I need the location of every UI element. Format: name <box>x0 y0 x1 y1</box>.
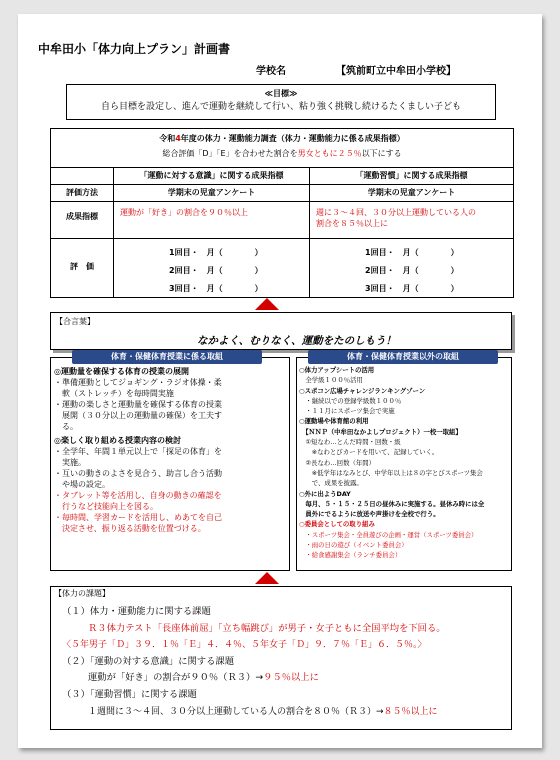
left-panel-title: 体育・保健体育授業に係る取組 <box>72 350 262 364</box>
left-panel-body: ◎運動量を確保する体育の授業の展開 ・準備運動としてジョギング・ラジオ体操・柔 軟（ストレッチ）を毎時間実施 ・運動の楽しさと運動量を確保する体育の授業 展開（３０分以上の運動量の確保）を工夫す る。 ◎楽しく取り組める授業内容の検討 ・全学年、年間１単元以上で「探足の体育」を 実施。 ・互いの動きのよさを見合う、助言し合う活動 や場の設定。 ・タブレット等を活用し、自身の動きの確認を 行うなど技能向上を図る。 ・毎時間、学習カードを活用し、めあてを自己 決定させ、振り返る活動を位置づける。 <box>54 367 222 533</box>
eval-col-1: 1回目・ 月（ ） 2回目・ 月（ ） 3回目・ 月（ ） <box>113 238 310 298</box>
right-panel-line: ・１１月にスポーツ集会で実施 <box>299 407 395 416</box>
right-panel-line: ②長なわ…回数（年間） <box>299 458 376 467</box>
issues-label: 【体力の課題】 <box>54 589 110 598</box>
right-panel-line: 全学級１００％活用 <box>299 376 363 385</box>
col1-header: 「運動に対する意識」に関する成果指標 <box>113 167 310 185</box>
method-1: 学期末の児童アンケート <box>113 184 310 202</box>
target-2: 週に３～４回、３０分以上運動している人の 割合を８５％以上に <box>309 201 514 239</box>
school-label: 学校名 <box>256 66 286 77</box>
right-panel-line: ※低学年はなみとび、中学年以上は８の字とびスポーツ集会 <box>299 468 483 477</box>
motto-text: なかよく、むりなく、運動をたのしもう！ <box>197 335 397 347</box>
target-label: 成果指標 <box>50 201 114 239</box>
document-title: 中牟田小「体力向上プラン」計画書 <box>38 42 231 56</box>
grid-corner <box>50 167 114 185</box>
right-panel-line: ○外に出ようDAY <box>299 489 351 498</box>
plan-document <box>18 14 542 748</box>
survey-target-line: 総合評価「D」「E」を合わせた割合を男女ともに２５％以下にする <box>162 149 402 158</box>
right-panel-line: で、成果を披露。 <box>299 479 363 488</box>
right-panel-line: ・雨の日の遊び（イベント委員会） <box>299 541 408 550</box>
right-panel-line: ・継続以での登録学級数１００％ <box>299 396 402 405</box>
right-panel-line: ・給食感謝集会（ランチ委員会） <box>299 551 402 560</box>
right-panel-line: ○運動場や体育館の利用 <box>299 417 369 426</box>
eval-col-2: 1回目・ 月（ ） 2回目・ 月（ ） 3回目・ 月（ ） <box>309 238 514 298</box>
right-panel-line: ○委員会としての取り組み <box>299 520 375 529</box>
method-label: 評価方法 <box>50 184 114 202</box>
col2-header: 「運動習慣」に関する成果指標 <box>309 167 514 185</box>
motto-box <box>50 312 512 350</box>
right-panel-line: ※なわとびカードを用いて、記録していく。 <box>299 448 439 457</box>
right-panel-line: 【ＮＮＰ（中牟田なかよしプロジェクト）一校一取組】 <box>299 427 462 436</box>
right-panel-line: 員外にでるように放送や声掛けを全校で行う。 <box>299 510 440 519</box>
goal-text: 自ら目標を設定し、進んで運動を継続して行い、粘り強く挑戦し続けるたくましい子ども <box>100 102 461 112</box>
goal-heading: ≪目標≫ <box>264 89 298 98</box>
target-1: 運動が「好き」の割合を９０％以上 <box>113 201 310 239</box>
right-panel-line: 毎月、５・１５・２５日の昼休みに実施する。昼休み時には全 <box>299 499 485 508</box>
issues-body: （１）体力・運動能力に関する課題 Ｒ３体力テスト「長座体前屈」「立ち幅跳び」が男子・女子ともに全国平均を下回る。 〈５年男子「Ｄ」３９．１％「Ｅ」４．４％、５年女子「Ｄ」９．７％「Ｅ」６．５％。〉 （２）「運動の対する意識」に関する課題 運動が「好き」の割合が９０％（Ｒ３）→９５％以上に （３）「運動習慣」に関する課題 １週間に３～４回、３０分以上運動している人の割合を８０％（Ｒ３）→８５％以上に <box>62 606 446 717</box>
arrow-up-icon-2 <box>255 572 279 584</box>
method-2: 学期末の児童アンケート <box>309 184 514 202</box>
right-panel-line: ○スポコン広場チャレンジランキングゾーン <box>299 386 426 395</box>
school-name: 【筑前町立中牟田小学校】 <box>336 66 456 77</box>
goal-box <box>66 84 496 120</box>
right-panel-title: 体育・保健体育授業以外の取組 <box>308 350 498 364</box>
survey-title: 令和4年度の体力・運動能力調査（体力・運動能力に係る成果指標） <box>159 134 405 143</box>
arrow-up-icon <box>255 298 279 310</box>
right-panel-line: ・スポーツ集会・全員遊びの企画・運営（スポーツ委員会） <box>299 530 478 539</box>
right-panel-body <box>299 365 511 561</box>
right-panel-line: ○体力アップシートの活用 <box>299 366 375 374</box>
eval-label: 評 価 <box>50 238 114 298</box>
right-panel-line: ①短なわ…とんだ時間・回数・級 <box>299 438 401 447</box>
motto-label: 【合言葉】 <box>55 317 95 326</box>
